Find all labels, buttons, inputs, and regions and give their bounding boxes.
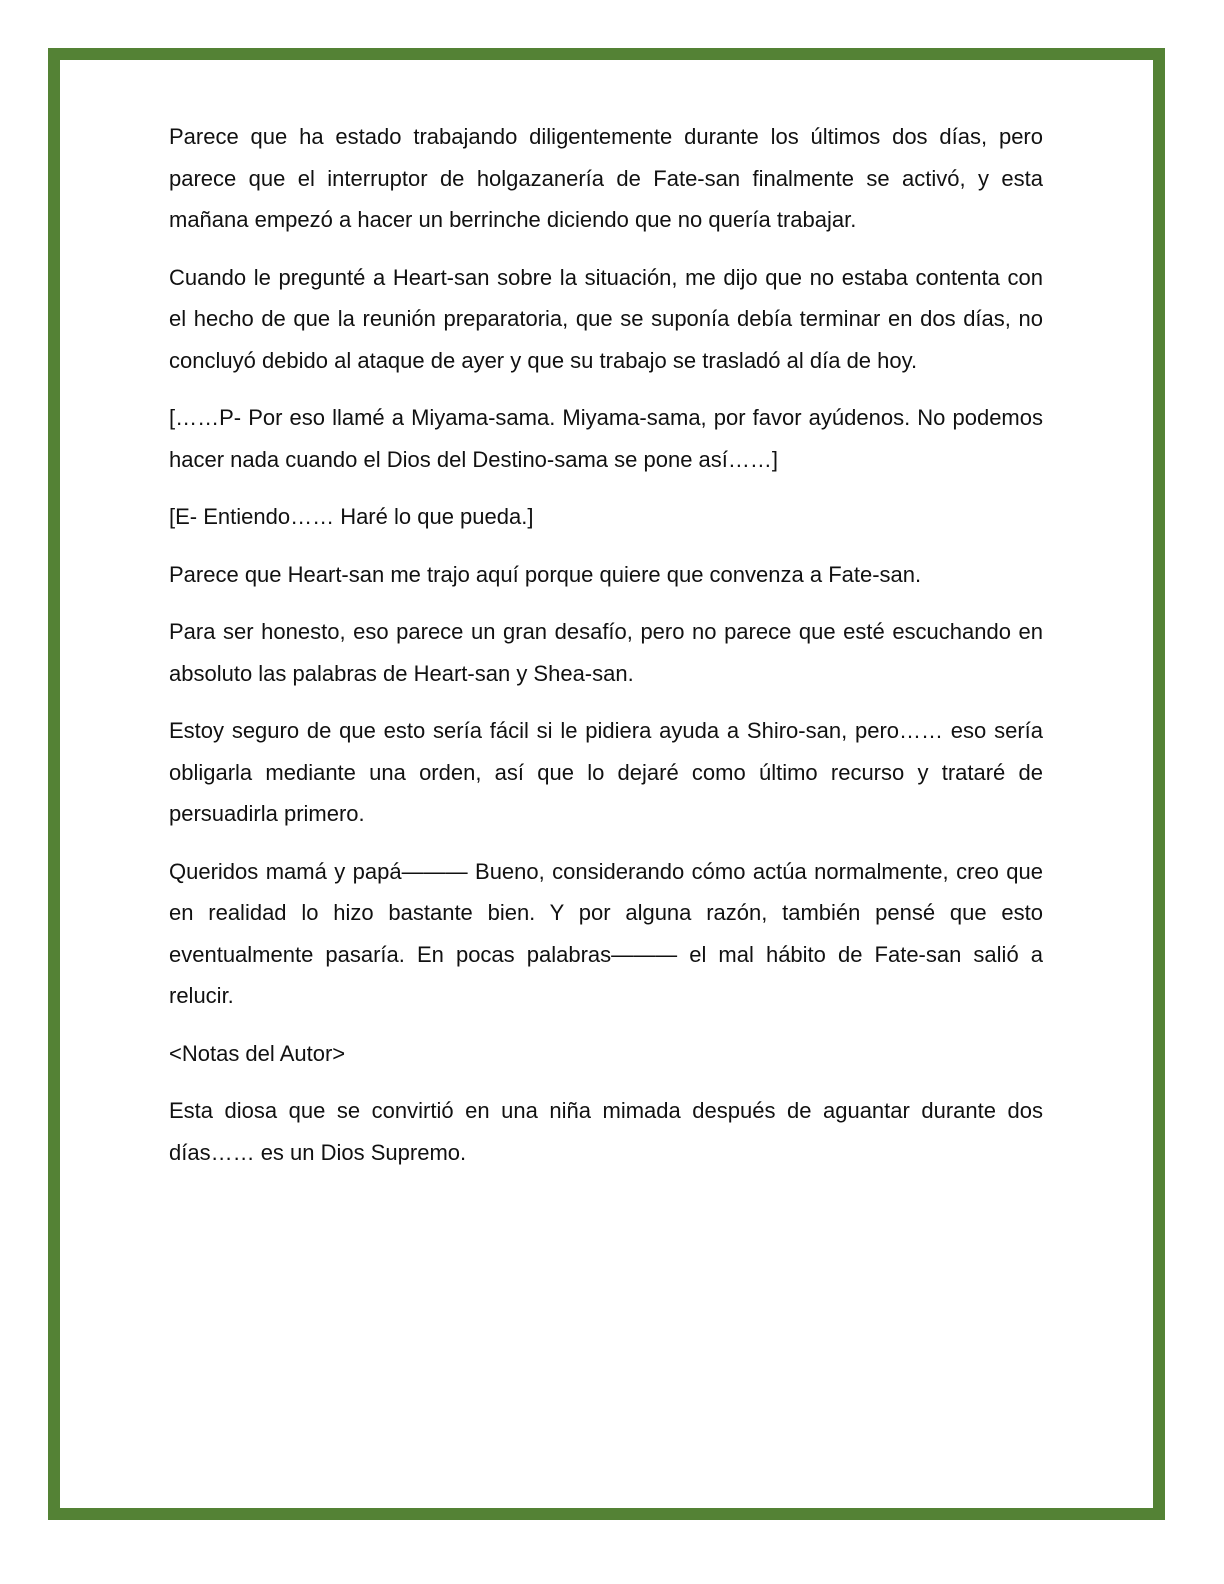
paragraph: Esta diosa que se convirtió en una niña mimada después de aguantar durante dos días…… es un Dios Supremo. [169, 1098, 1043, 1165]
paragraph: Estoy seguro de que esto sería fácil si le pidiera ayuda a Shiro-san, pero…… eso sería obligarla mediante una orden, así que lo dejaré como último recurso y trataré de persuadirla primero. [169, 718, 1043, 826]
paragraph: Cuando le pregunté a Heart-san sobre la situación, me dijo que no estaba contenta con el hecho de que la reunión preparatoria, que se suponía debía terminar en dos días, no concluyó debido al ataque de ayer y que su trabajo se trasladó al día de hoy. [169, 264, 1043, 373]
paragraph: Queridos mamá y papá——— Bueno, considerando cómo actúa normalmente, creo que en realidad lo hizo bastante bien. Y por alguna razón, también pensé que esto eventualmente pasaría. En pocas palabras——— el mal hábito de Fate-san salió a relucir. [169, 858, 1043, 1008]
paragraph: Parece que ha estado trabajando diligentemente durante los últimos dos días, pero parece que el interruptor de holgazanería de Fate-san finalmente se activó, y esta mañana empezó a hacer un berrinche diciendo que no quería trabajar. [169, 124, 1043, 232]
paragraph: Para ser honesto, eso parece un gran desafío, pero no parece que esté escuchando en absoluto las palabras de Heart-san y Shea-san. [169, 619, 1043, 686]
paragraph: Parece que Heart-san me trajo aquí porque quiere que convenza a Fate-san. [169, 561, 922, 587]
author-notes-heading: <Notas del Autor> [169, 1040, 346, 1066]
paragraph: [……P- Por eso llamé a Miyama-sama. Miyama-sama, por favor ayúdenos. No podemos hacer nada cuando el Dios del Destino-sama se pone así……] [169, 405, 1043, 472]
document-body [169, 116, 1043, 1189]
paragraph: [E- Entiendo…… Haré lo que pueda.] [169, 504, 534, 529]
